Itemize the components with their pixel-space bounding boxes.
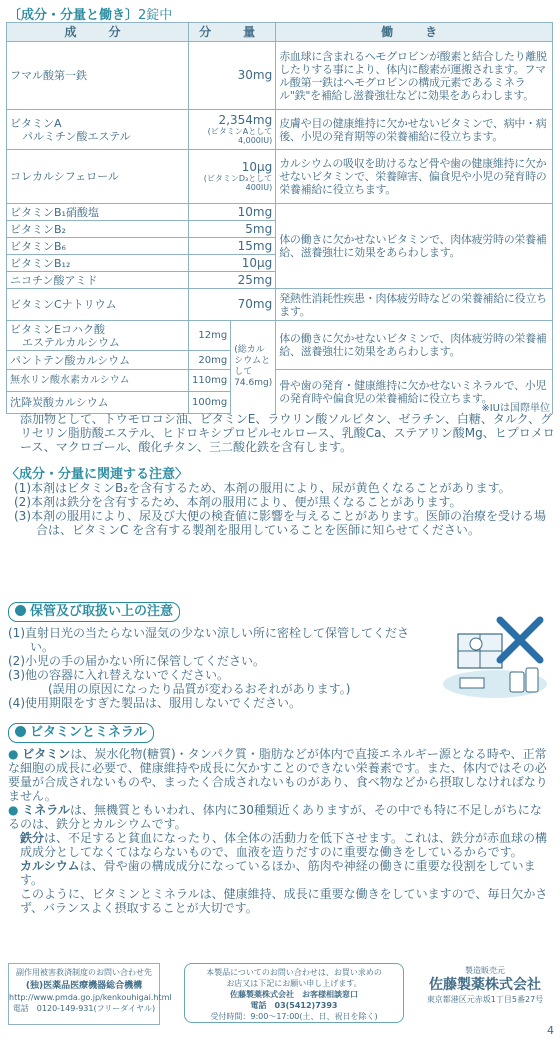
ingredient-amount: 5mg — [189, 221, 276, 238]
ingredient-effect: 発熱性消耗性疾患・肉体疲労時などの栄養補給に役立ちます。 — [276, 289, 553, 321]
table-row — [7, 42, 553, 110]
ingredient-name — [7, 110, 189, 150]
ingredient-name: フマル酸第一鉄 — [7, 42, 189, 110]
ingredient-amount: 10mg — [189, 204, 276, 221]
table-row — [7, 289, 553, 321]
ingredient-name: ニコチン酸アミド — [7, 272, 189, 289]
ingredient-amount: 12mg — [189, 321, 231, 351]
relief-url[interactable]: http://www.pmda.go.jp/kenkouhigai.html — [9, 993, 172, 1002]
page-number: 4 — [547, 1024, 554, 1037]
additives-text: 添加物として、トウモロコシ油、ビタミンE、ラウリン酸ソルビタン、ゼラチン、白糖、タルク、グリセリン脂肪酸エステル、ヒドロキシプロピルセルロース、乳酸Ca、ステアリン酸Mg、ヒプロメロース、マクロゴール、酸化チタン、三二酸化鉄を含有します。 — [20, 412, 555, 454]
ingredient-name: 沈降炭酸カルシウム — [7, 392, 189, 414]
ingredient-amount — [189, 150, 276, 204]
ingredient-effect: 体の働きに欠かせないビタミンで、肉体疲労時の栄養補給、滋養強壮に効果をあらわします。 — [276, 204, 553, 289]
contact-line4: 電話 03(5412)7393 — [250, 1001, 338, 1010]
iron-paragraph — [8, 831, 553, 859]
amount-value: 2,354mg — [218, 113, 273, 127]
ingredient-name: コレカルシフェロール — [7, 150, 189, 204]
ingredient-effect: 赤血球に含まれるヘモグロビンが酸素と結合したり離脱したりする事により、体内に酸素が運搬されます。フマル酸第一鉄はヘモグロビンの構成元素であるミネラル"鉄"を補給し滋養強壮などに効果をあらわします。 — [276, 42, 553, 110]
contact-line3: 佐藤製薬株式会社 お客様相談窓口 — [230, 990, 358, 999]
ingredient-amount: 25mg — [189, 272, 276, 289]
relief-org: (独)医薬品医療機器総合機構 — [25, 981, 143, 991]
iron-term: 鉄分 — [20, 831, 45, 845]
ingredient-amount: 110mg — [189, 370, 231, 392]
no-sunlight-illustration — [440, 612, 550, 702]
vitamin-mineral-header — [8, 723, 154, 743]
ingredient-effect: 皮膚や目の健康維持に欠かせないビタミンで、病中・病後、小児の発育期等の栄養補給に役立ちます。 — [276, 110, 553, 150]
section-header — [8, 4, 172, 23]
mineral-paragraph — [8, 803, 553, 831]
contact-line5: 受付時間：9:00〜17:00(土、日、祝日を除く) — [210, 1012, 378, 1021]
customer-contact-box — [184, 963, 404, 1023]
ingredient-amount: 30mg — [189, 42, 276, 110]
mineral-term: ミネラル — [22, 803, 70, 817]
table-row — [7, 204, 553, 221]
ingredient-amount: 10μg — [189, 255, 276, 272]
list-item: (4)使用期限をすぎた製品は、服用しないでください。 — [8, 696, 302, 710]
list-item: (2)小児の手の届かない所に保管してください。 — [8, 654, 265, 668]
ingredient-name — [7, 321, 189, 351]
ingredient-amount: 70mg — [189, 289, 276, 321]
table-row — [7, 110, 553, 150]
ingredient-effect: 骨や歯の発育・健康維持に欠かせないミネラルで、小児の発育時や偏食児の栄養補給に役立ちます。 — [276, 370, 553, 414]
table-row — [7, 370, 553, 392]
vitamin-text: は、炭水化物(糖質)・タンパク質・脂肪などが体内で直接エネルギー源となる時や、正常な細胞の成長に必要で、健康維持や成長に欠かすことのできない栄養素です。また、体内ではその必要量が合成されないものや、まったく合成されないものがあり、食べ物などから摂取しなければなりません。 — [8, 747, 548, 803]
mineral-text: は、無機質ともいわれ、体内に30種類近くありますが、その中でも特に不足しがちになるのは、鉄分とカルシウムです。 — [8, 803, 542, 831]
list-item: (3)本剤の服用により、尿及び大便の検査値に影響を与えることがあります。医師の治療を受ける場合は、ビタミンC を含有する製剤を服用していることを医師に知らせてください。 — [14, 509, 547, 537]
manufacturer-block — [410, 965, 560, 1005]
manufacturer-name: 佐藤製薬株式会社 — [429, 977, 541, 993]
col-ingredient: 成 分 — [7, 23, 189, 42]
calcium-total-note: (総カルシウムとして74.6mg) — [231, 321, 276, 414]
ingredient-name: ビタミンB₁₂ — [7, 255, 189, 272]
storage-title: 保管及び取扱い上の注意 — [30, 604, 174, 619]
list-item: (3)他の容器に入れ替えないでください。 — [8, 668, 229, 682]
caution-list — [14, 481, 554, 537]
list-item: (1)直射日光の当たらない湿気の少ない涼しい所に密栓して保管してください。 — [8, 626, 410, 654]
ingredient-name: ビタミンCナトリウム — [7, 289, 189, 321]
iu-footnote: ※IUは国際単位 — [481, 403, 550, 414]
amount-note: (ビタミンAとして4,000IU) — [207, 127, 273, 145]
ingredients-table — [6, 22, 553, 414]
conclusion-paragraph: このように、ビタミンとミネラルは、健康維持、成長に重要な働きをしていますので、毎日欠かさず、バランスよく摂取することが大切です。 — [20, 887, 548, 915]
bullet-icon — [15, 605, 26, 616]
calcium-text: は、骨や歯の構成成分になっているほか、筋肉や神経の働きに重要な役割をしています。 — [20, 859, 536, 887]
ingredient-name-line1: ビタミンA — [10, 116, 62, 130]
caution-title: 〈成分・分量に関連する注意〉 — [6, 467, 189, 482]
ingredient-name: 無水リン酸水素カルシウム — [7, 370, 189, 392]
ingredient-name: ビタミンB₁硝酸塩 — [7, 204, 189, 221]
section-title: 〔成分・分量と働き〕 — [8, 8, 139, 23]
list-item: (1)本剤はビタミンB₂を含有するため、本剤の服用により、尿が黄色くなることがあります。 — [14, 481, 511, 495]
table-row — [7, 321, 553, 351]
contact-line2: お店又は下記にお願い申し上げます。 — [226, 979, 362, 988]
ingredient-name-line1: ビタミンEコハク酸 — [10, 322, 105, 336]
table-header-row — [7, 23, 553, 42]
storage-list — [8, 626, 428, 710]
col-effect: 働 き — [276, 23, 553, 42]
table-row — [7, 150, 553, 204]
vitamin-mineral-text — [8, 747, 553, 915]
list-item: (2)本剤は鉄分を含有するため、本剤の服用により、便が黒くなることがあります。 — [14, 495, 462, 509]
vitamin-term: ビタミン — [22, 747, 71, 761]
iron-text: は、不足すると貧血になったり、体全体の活動力を低下させます。これは、鉄分が赤血球の構成成分としてなくてはならないもので、血液を造りだすのに重要な働きをしているからです。 — [20, 831, 548, 859]
vitamin-mineral-title: ビタミンとミネラル — [30, 725, 147, 740]
bullet-icon: ● — [8, 747, 23, 761]
contact-line1: 本製品についてのお問い合わせは、お買い求めの — [206, 968, 382, 977]
ingredient-amount: 100mg — [189, 392, 231, 414]
relief-tel: 電話 0120-149-931(フリーダイヤル) — [12, 1004, 156, 1013]
ingredient-name-line2: エステルカルシウム — [22, 335, 120, 349]
relief-title: 副作用被害救済制度のお問い合わせ先 — [16, 968, 152, 977]
list-item: (誤用の原因になったり品質が変わるおそれがあります。) — [48, 682, 351, 696]
ingredient-name: ビタミンB₆ — [7, 238, 189, 255]
col-amount: 分 量 — [189, 23, 276, 42]
manufacturer-address: 東京都港区元赤坂1丁目5番27号 — [426, 995, 544, 1004]
ingredient-effect: カルシウムの吸収を助けるなど骨や歯の健康維持に欠かせないビタミンで、栄養障害、偏食児や小児の発育時の栄養補給に役立ちます。 — [276, 150, 553, 204]
calcium-term: カルシウム — [20, 859, 80, 873]
vitamin-paragraph — [8, 747, 553, 803]
ingredient-name-line2: パルミチン酸エステル — [22, 129, 131, 143]
ingredient-effect: 体の働きに欠かせないビタミンで、肉体疲労時の栄養補給、滋養強壮に効果をあらわします。 — [276, 321, 553, 370]
ingredient-name: ビタミンB₂ — [7, 221, 189, 238]
bullet-icon: ● — [8, 803, 23, 817]
storage-header — [8, 602, 180, 622]
calcium-paragraph — [8, 859, 553, 887]
bullet-icon — [15, 726, 26, 737]
dose-label: 2錠中 — [138, 8, 173, 23]
ingredient-amount: 15mg — [189, 238, 276, 255]
amount-value: 10μg — [241, 160, 273, 174]
relief-system-contact — [8, 963, 172, 1025]
ingredient-amount — [189, 110, 276, 150]
ingredient-amount: 20mg — [189, 351, 231, 370]
ingredient-name: パントテン酸カルシウム — [7, 351, 189, 370]
amount-note: (ビタミンD₃として400IU) — [203, 174, 273, 192]
manufacturer-label: 製造販売元 — [465, 966, 505, 975]
